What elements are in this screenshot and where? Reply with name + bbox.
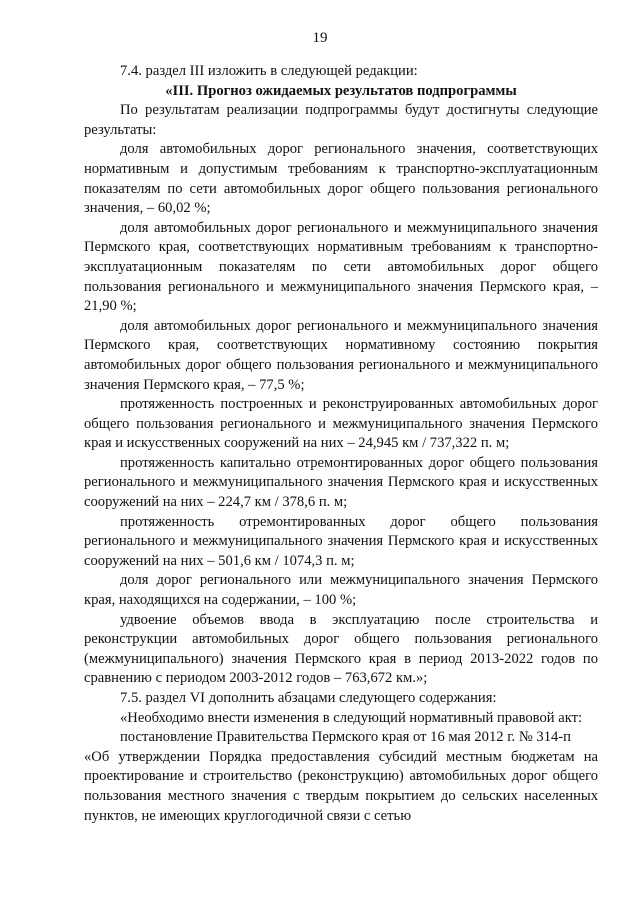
section-heading: «III. Прогноз ожидаемых результатов подпрограммы (165, 82, 517, 99)
paragraph-section-7-4: 7.4. раздел III изложить в следующей редакции: (120, 63, 418, 79)
paragraph-result-item: протяженность капитально отремонтированных дорог общего пользования регионального и межмуниципального значения Пермского края и искусственных сооружений на них – 224,7 км / 378,6 п. м; (84, 454, 598, 511)
paragraph-result-item: доля автомобильных дорог регионального и межмуниципального значения Пермского края, соответствующих нормативному состоянию покрытия автомобильных дорог общего пользования регионального и межмуниципального значения Пермского края, – 77,5 %; (84, 317, 598, 393)
paragraph-result-item: доля автомобильных дорог регионального значения, соответствующих нормативным и допустимым требованиям к транспортно-эксплуатационным показателям по сети автомобильных дорог общего пользования регионального значения, – 60,02 %; (84, 141, 598, 217)
paragraph-result-item: протяженность построенных и реконструированных автомобильных дорог общего пользования регионального и межмуниципального значения Пермского края и искусственных сооружений на них – 24,945 км / 737,322 п. м; (84, 396, 598, 452)
paragraph-decree-title: «Об утверждении Порядка предоставления субсидий местным бюджетам на проектирование и строительство (реконструкцию) автомобильных дорог общего пользования местного значения с твердым покрытием до сельских населенных пунктов, не имеющих круглогодичной связи с сетью (84, 748, 598, 824)
paragraph-result-item: протяженность отремонтированных дорог общего пользования регионального и межмуниципального значения Пермского края и искусственных сооружений на них – 501,6 км / 1074,3 п. м; (84, 513, 598, 569)
document-body (84, 62, 598, 826)
paragraph-decree-reference: постановление Правительства Пермского края от 16 мая 2012 г. № 314-п (120, 729, 571, 746)
page-number: 19 (312, 30, 328, 46)
paragraph-results-intro: По результатам реализации подпрограммы будут достигнуты следующие результаты: (84, 102, 598, 138)
paragraph-result-item: удвоение объемов ввода в эксплуатацию после строительства и реконструкции автомобильных дорог общего пользования регионального (межмуниципального) значения Пермского края в период 2013-2022 годов по сравнению с периодом 2003-2012 годов – 763,672 км.»; (84, 611, 598, 687)
paragraph-amendment-intro: «Необходимо внести изменения в следующий нормативный правовой акт: (120, 709, 583, 726)
paragraph-section-7-5: 7.5. раздел VI дополнить абзацами следующего содержания: (120, 690, 497, 706)
paragraph-result-item: доля дорог регионального или межмуниципального значения Пермского края, находящихся на содержании, – 100 %; (84, 572, 598, 609)
paragraph-result-item: доля автомобильных дорог регионального и межмуниципального значения Пермского края, соответствующих нормативным требованиям к транспортно-эксплуатационным показателям по сети автомобильных дорог общего пользования регионального и межмуниципального значения Пермского края, – 21,90 %; (84, 219, 598, 315)
